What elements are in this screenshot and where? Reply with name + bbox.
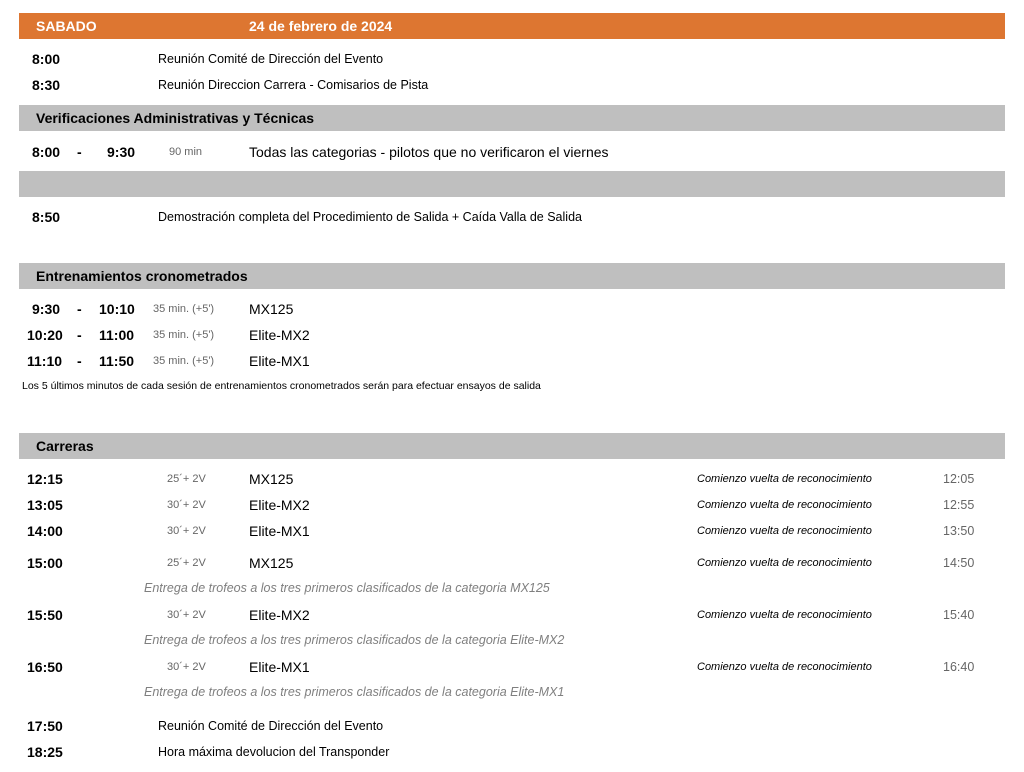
section-bar-entrenamientos (19, 263, 1005, 289)
category: MX125 (249, 555, 294, 571)
category: MX125 (249, 301, 294, 317)
duration: 30´+ 2V (167, 609, 206, 621)
start-time: 9:30 (32, 301, 61, 317)
training-note: Los 5 últimos minutos de cada sesión de entrenamientos cronometrados serán para efectuar ensayos de salida (22, 380, 541, 392)
category: MX125 (249, 471, 294, 487)
section-bar-verificaciones (19, 105, 1005, 131)
time-separator: - (77, 301, 82, 317)
recon-time: 12:55 (943, 498, 975, 512)
time-separator: - (77, 144, 82, 160)
race-time: 16:50 (27, 659, 63, 675)
start-time: 8:00 (32, 144, 61, 160)
award-note: Entrega de trofeos a los tres primeros clasificados de la categoria MX125 (144, 581, 550, 595)
recon-time: 12:05 (943, 472, 975, 486)
day-label: SABADO (36, 18, 97, 34)
award-note: Entrega de trofeos a los tres primeros clasificados de la categoria Elite-MX2 (144, 633, 565, 647)
category: Elite-MX1 (249, 523, 310, 539)
duration: 35 min. (+5') (153, 355, 215, 367)
category: Elite-MX1 (249, 659, 310, 675)
closing-time: 18:25 (27, 744, 63, 760)
time-separator: - (77, 327, 82, 343)
duration: 25´+ 2V (167, 473, 206, 485)
section-title: Verificaciones Administrativas y Técnicas (36, 110, 315, 126)
award-note: Entrega de trofeos a los tres primeros clasificados de la categoria Elite-MX1 (144, 685, 565, 699)
section-title: Carreras (36, 438, 94, 454)
end-time: 10:10 (99, 301, 135, 317)
intro-time: 8:30 (32, 77, 61, 93)
verif-desc: Todas las categorias - pilotos que no verificaron el viernes (249, 144, 609, 160)
recon-label: Comienzo vuelta de reconocimiento (697, 557, 872, 569)
duration: 30´+ 2V (167, 661, 206, 673)
time-separator: - (77, 353, 82, 369)
duration: 90 min (169, 146, 203, 158)
demo-time: 8:50 (32, 209, 61, 225)
recon-time: 15:40 (943, 608, 975, 622)
duration: 30´+ 2V (167, 525, 206, 537)
recon-time: 14:50 (943, 556, 975, 570)
recon-label: Comienzo vuelta de reconocimiento (697, 525, 872, 537)
recon-label: Comienzo vuelta de reconocimiento (697, 499, 872, 511)
intro-desc: Reunión Direccion Carrera - Comisarios de Pista (158, 78, 429, 92)
category: Elite-MX2 (249, 497, 310, 513)
intro-time: 8:00 (32, 51, 61, 67)
duration: 30´+ 2V (167, 499, 206, 511)
race-time: 12:15 (27, 471, 63, 487)
end-time: 9:30 (107, 144, 136, 160)
race-time: 13:05 (27, 497, 63, 513)
end-time: 11:50 (99, 353, 135, 369)
recon-label: Comienzo vuelta de reconocimiento (697, 473, 872, 485)
recon-label: Comienzo vuelta de reconocimiento (697, 661, 872, 673)
closing-desc: Hora máxima devolucion del Transponder (158, 745, 390, 759)
day-header-bar (19, 13, 1005, 39)
race-time: 15:00 (27, 555, 63, 571)
category: Elite-MX2 (249, 327, 310, 343)
race-time: 14:00 (27, 523, 63, 539)
category: Elite-MX2 (249, 607, 310, 623)
closing-desc: Reunión Comité de Dirección del Evento (158, 719, 384, 733)
recon-time: 13:50 (943, 524, 975, 538)
race-time: 15:50 (27, 607, 63, 623)
start-time: 10:20 (27, 327, 63, 343)
closing-time: 17:50 (27, 718, 63, 734)
end-time: 11:00 (99, 327, 135, 343)
category: Elite-MX1 (249, 353, 310, 369)
recon-time: 16:40 (943, 660, 975, 674)
empty-section-bar (19, 171, 1005, 197)
date-label: 24 de febrero de 2024 (249, 18, 393, 34)
section-title: Entrenamientos cronometrados (36, 268, 248, 284)
intro-desc: Reunión Comité de Dirección del Evento (158, 52, 384, 66)
duration: 35 min. (+5') (153, 329, 215, 341)
section-bar-carreras (19, 433, 1005, 459)
demo-desc: Demostración completa del Procedimiento de Salida + Caída Valla de Salida (158, 210, 582, 224)
duration: 25´+ 2V (167, 557, 206, 569)
start-time: 11:10 (27, 353, 63, 369)
duration: 35 min. (+5') (153, 303, 215, 315)
recon-label: Comienzo vuelta de reconocimiento (697, 609, 872, 621)
